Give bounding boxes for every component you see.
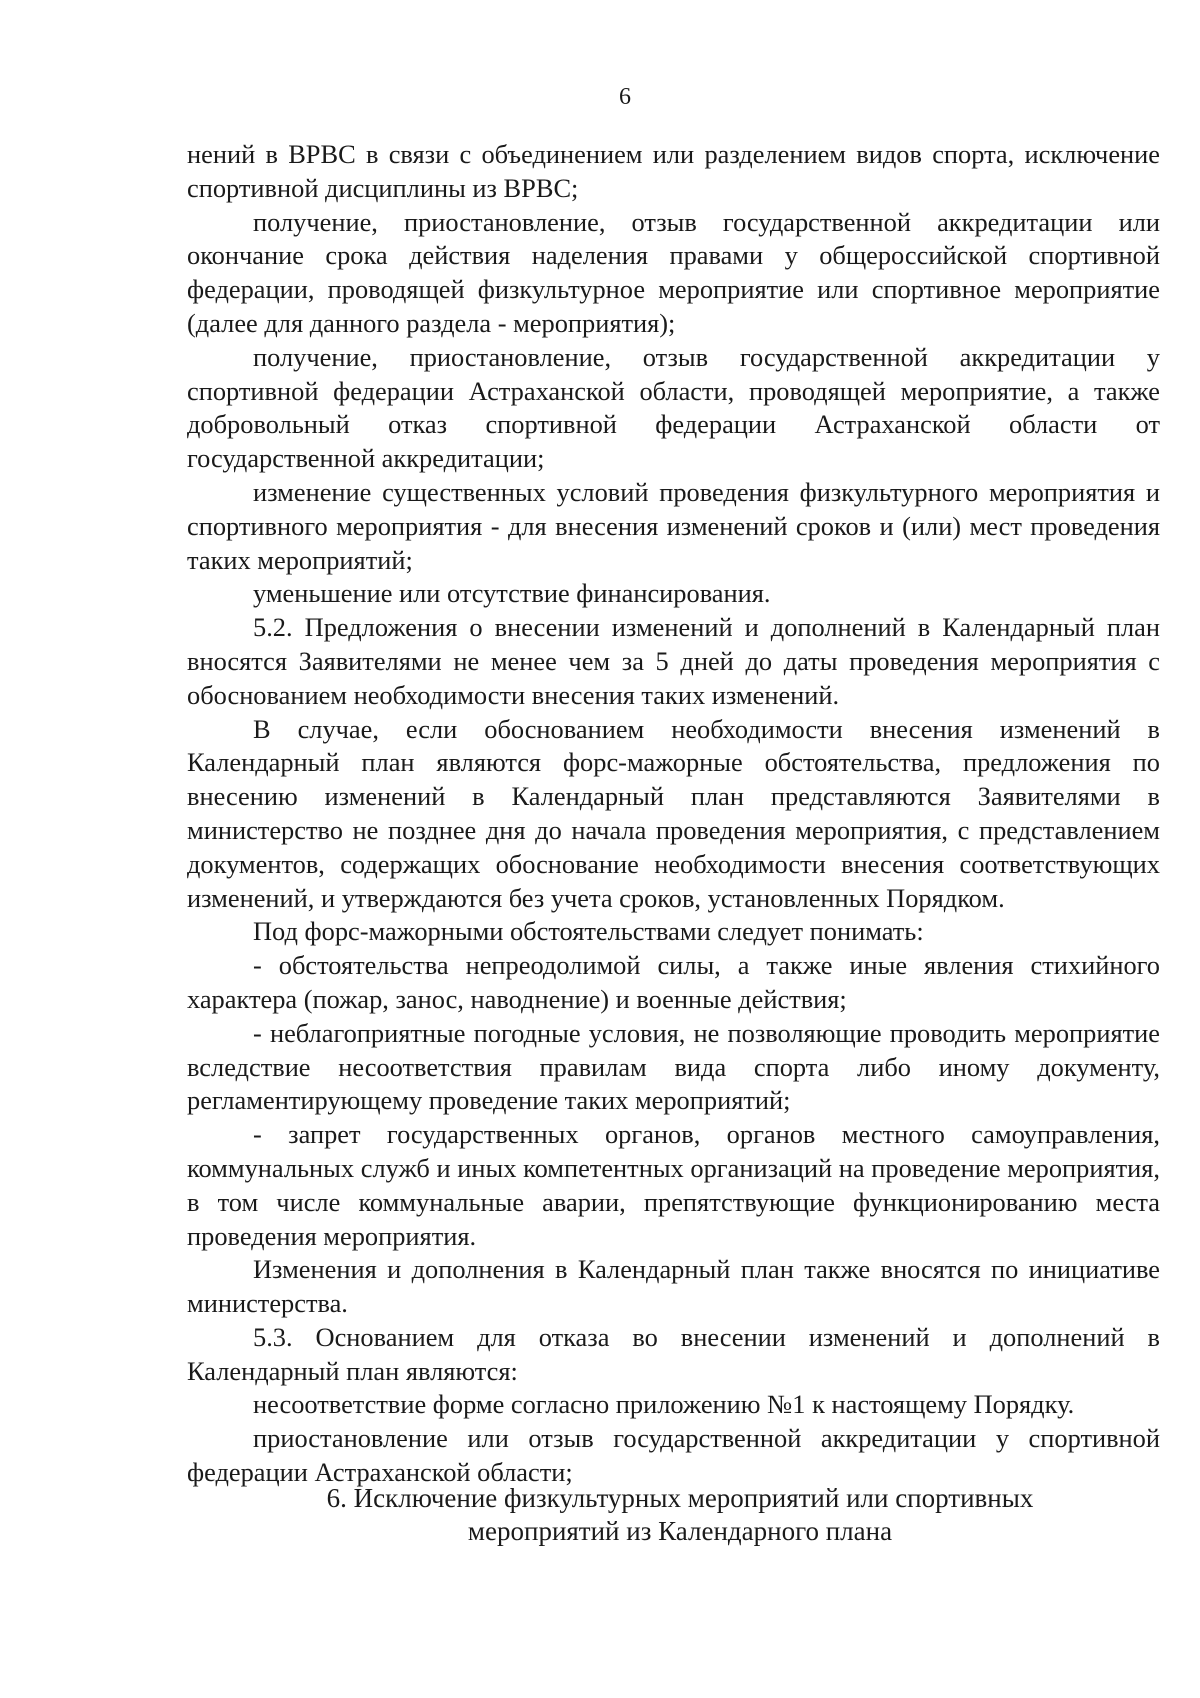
section-heading-line-2: мероприятий из Календарного плана — [467, 1516, 893, 1546]
paragraph-force-majeure: В случае, если обоснованием необходимости внесения изменений в Календарный план являются форс-мажорные обстоятельства, предложения по внесению изменений в Календарный план представляются Заявителями в министерство не позднее дня до начала проведения мероприятия, с представлением документов, содержащих обоснование необходимости внесения соответствующих изменений, и утверждаются без учета сроков, установленных Порядком. — [187, 713, 1160, 913]
paragraph-5-3: 5.3. Основанием для отказа во внесении изменений и дополнений в Календарный план являются: — [187, 1321, 1160, 1386]
paragraph-federation-accreditation: получение, приостановление, отзыв государственной аккредитации или окончание срока действия наделения правами у общероссийской спортивной федерации, проводящей физкультурное мероприятие или спортивное мероприятие (далее для данного раздела - мероприятия); — [187, 206, 1160, 338]
paragraph-5-2: 5.2. Предложения о внесении изменений и дополнений в Календарный план вносятся Заявителями не менее чем за 5 дней до даты проведения мероприятия с обоснованием необходимости внесения таких изменений. — [187, 612, 1160, 710]
section-heading — [200, 1482, 1160, 1548]
paragraph-conditions-change: изменение существенных условий проведения физкультурного мероприятия и спортивного мероприятия - для внесения изменений сроков и (или) мест проведения таких мероприятий; — [187, 476, 1160, 575]
paragraph-regional-accreditation: получение, приостановление, отзыв государственной аккредитации у спортивной федерации Астраханской области, проводящей мероприятие, а также добровольный отказ спортивной федерации Астраханской области от государственной аккредитации; — [187, 341, 1160, 474]
paragraph-funding: уменьшение или отсутствие финансирования. — [253, 578, 771, 609]
paragraph-continuation: нений в ВРВС в связи с объединением или разделением видов спорта, исключение спортивной дисциплины из ВРВС; — [187, 139, 1160, 203]
paragraph-accreditation-revocation: приостановление или отзыв государственной аккредитации у спортивной федерации Астраханской области; — [187, 1423, 1160, 1488]
list-item-prohibition: - запрет государственных органов, органов местного самоуправления, коммунальных служб и иных компетентных организаций на проведение мероприятия, в том числе коммунальные аварии, препятствующие функционированию места проведения мероприятия. — [187, 1119, 1160, 1251]
paragraph-form-mismatch: несоответствие форме согласно приложению №1 к настоящему Порядку. — [253, 1389, 1075, 1420]
document-body — [187, 138, 1160, 1490]
list-item-weather: - неблагоприятные погодные условия, не позволяющие проводить мероприятие вследствие несоответствия правилам вида спорта либо иному документу, регламентирующему проведение таких мероприятий; — [187, 1017, 1160, 1116]
list-item-natural-forces: - обстоятельства непреодолимой силы, а также иные явления стихийного характера (пожар, занос, наводнение) и военные действия; — [187, 950, 1160, 1014]
page-number: 6 — [619, 84, 631, 110]
paragraph-ministry-initiative: Изменения и дополнения в Календарный план также вносятся по инициативе министерства. — [187, 1254, 1160, 1319]
paragraph-force-majeure-definition: Под форс-мажорными обстоятельствами следует понимать: — [253, 916, 924, 947]
section-heading-line-1: 6. Исключение физкультурных мероприятий или спортивных — [326, 1483, 1034, 1513]
